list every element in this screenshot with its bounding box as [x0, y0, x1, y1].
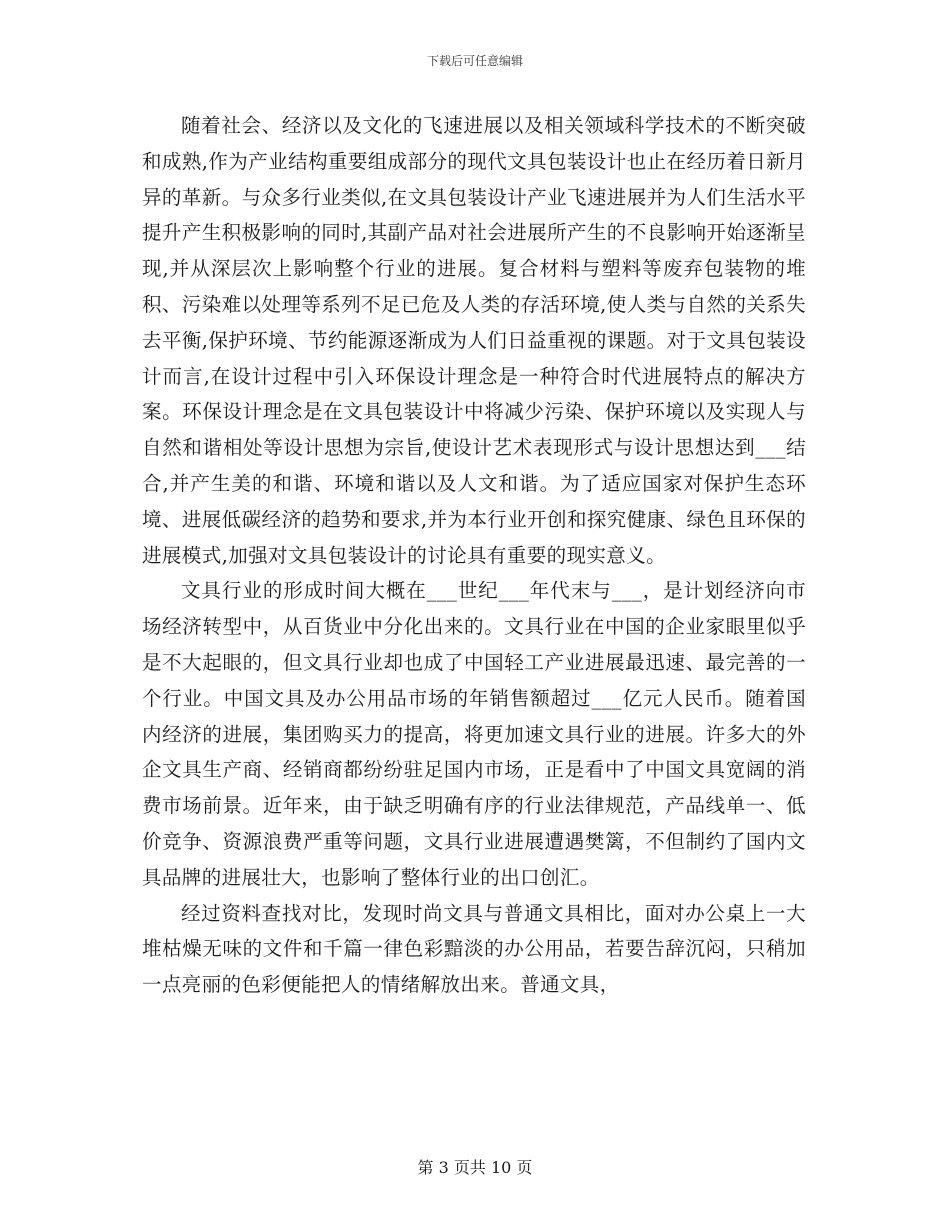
paragraph-3: 经过资料查找对比，发现时尚文具与普通文具相比，面对办公桌上一大堆枯燥无味的文件和千篇一律色彩黯淡的办公用品，若要告辞沉闷，只稍加一点亮丽的色彩便能把人的情绪解放出来。普通文具，: [142, 901, 806, 997]
paragraph-2: 文具行业的形成时间大概在___世纪___年代末与___，是计划经济向市场经济转型中，从百货业中分化出来的。文具行业在中国的企业家眼里似乎是不大起眼的，但文具行业却也成了中国轻工产业进展最迅速、最完善的一个行业。中国文具及办公用品市场的年销售额超过___亿元人民币。随着国内经济的进展，集团购买力的提高，将更加速文具行业的进展。许多大的外企文具生产商、经销商都纷纷驻足国内市场，正是看中了中国文具宽阔的消费市场前景。近年来，由于缺乏明确有序的行业法律规范，产品线单一、低价竞争、资源浪费严重等问题，文具行业进展遭遇樊篱，不但制约了国内文具品牌的进展壮大，也影响了整体行业的出口创汇。: [142, 579, 806, 889]
page-header: 下载后可任意编辑: [426, 54, 523, 68]
page-footer: 第 3 页共 10 页: [417, 1158, 533, 1177]
paragraph-1: 随着社会、经济以及文化的飞速进展以及相关领域科学技术的不断突破和成熟,作为产业结构重要组成部分的现代文具包装设计也止在经历着日新月异的革新。与众多行业类似,在文具包装设计产业飞速进展并为人们生活水平提升产生积极影响的同时,其副产品对社会进展所产生的不良影响开始逐渐呈现,并从深层次上影响整个行业的进展。复合材料与塑料等废弃包装物的堆积、污染难以处理等系列不足已危及人类的存活环境,使人类与自然的关系失去平衡,保护环境、节约能源逐渐成为人们日益重视的课题。对于文具包装设计而言,在设计过程中引入环保设计理念是一种符合时代进展特点的解决方案。环保设计理念是在文具包装设计中将减少污染、保护环境以及实现人与自然和谐相处等设计思想为宗旨,使设计艺术表现形式与设计思想达到___结合,并产生美的和谐、环境和谐以及人文和谐。为了适应国家对保护生态环境、进展低碳经济的趋势和要求,并为本行业开创和探究健康、绿色且环保的进展模式,加强对文具包装设计的讨论具有重要的现实意义。: [142, 114, 806, 567]
document-body: [142, 108, 806, 1003]
